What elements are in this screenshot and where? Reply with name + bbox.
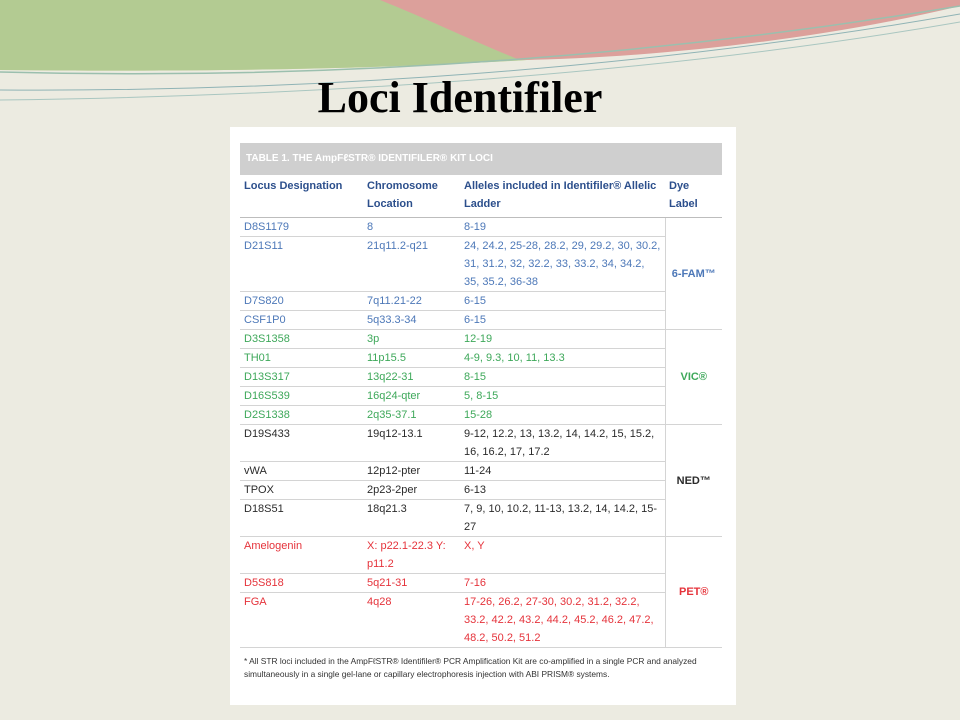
table-row — [240, 462, 722, 481]
cell-chromosome: 7q11.21-22 — [363, 292, 460, 311]
cell-locus: vWA — [240, 462, 363, 481]
table-row — [240, 537, 722, 574]
table-row — [240, 237, 722, 292]
table-title: TABLE 1. THE AmpFℓSTR® IDENTIFILER® KIT LOCI — [240, 143, 722, 175]
cell-locus: D8S1179 — [240, 218, 363, 237]
cell-chromosome: 4q28 — [363, 593, 460, 648]
cell-locus: Amelogenin — [240, 537, 363, 574]
table-row — [240, 368, 722, 387]
cell-chromosome: 12p12-pter — [363, 462, 460, 481]
cell-chromosome: 18q21.3 — [363, 500, 460, 537]
cell-alleles: 7-16 — [460, 574, 665, 593]
table-row — [240, 218, 722, 237]
cell-chromosome: 8 — [363, 218, 460, 237]
table-row — [240, 406, 722, 425]
cell-chromosome: 5q33.3-34 — [363, 311, 460, 330]
cell-chromosome: 11p15.5 — [363, 349, 460, 368]
table-row — [240, 425, 722, 462]
table-row — [240, 349, 722, 368]
cell-locus: D18S51 — [240, 500, 363, 537]
cell-locus: CSF1P0 — [240, 311, 363, 330]
cell-locus: D7S820 — [240, 292, 363, 311]
cell-alleles: 8-15 — [460, 368, 665, 387]
loci-table — [240, 175, 722, 648]
page-title: Loci Identifiler — [317, 73, 603, 122]
cell-locus: D16S539 — [240, 387, 363, 406]
cell-locus: D3S1358 — [240, 330, 363, 349]
dye-label-ned: NED™ — [665, 425, 722, 537]
cell-alleles: 12-19 — [460, 330, 665, 349]
cell-chromosome: 2q35-37.1 — [363, 406, 460, 425]
cell-alleles: 15-28 — [460, 406, 665, 425]
table-row — [240, 500, 722, 537]
table-row — [240, 387, 722, 406]
cell-chromosome: 16q24-qter — [363, 387, 460, 406]
cell-locus: D19S433 — [240, 425, 363, 462]
cell-chromosome: 2p23-2per — [363, 481, 460, 500]
cell-locus: D2S1338 — [240, 406, 363, 425]
table-row — [240, 292, 722, 311]
header-alleles: Alleles included in Identifiler® Allelic Ladder — [460, 175, 665, 218]
cell-alleles: 8-19 — [460, 218, 665, 237]
cell-chromosome: 19q12-13.1 — [363, 425, 460, 462]
table-footnote: * All STR loci included in the AmpFℓSTR® Identifiler® PCR Amplification Kit are co-amplified in a single PCR and analyzed simultaneously in a single gel-lane or capillary electrophoresis injection with ABI PRISM® systems. — [244, 656, 697, 679]
cell-alleles: 6-15 — [460, 292, 665, 311]
cell-alleles: X, Y — [460, 537, 665, 574]
cell-alleles: 17-26, 26.2, 27-30, 30.2, 31.2, 32.2, 33.2, 42.2, 43.2, 44.2, 45.2, 46.2, 47.2, 48.2, 50.2, 51.2 — [460, 593, 665, 648]
table-row — [240, 593, 722, 648]
header-dye: Dye Label — [665, 175, 722, 218]
cell-locus: TH01 — [240, 349, 363, 368]
cell-chromosome: 21q11.2-q21 — [363, 237, 460, 292]
cell-chromosome: 3p — [363, 330, 460, 349]
cell-alleles: 6-13 — [460, 481, 665, 500]
loci-table-panel — [230, 127, 736, 705]
cell-alleles: 9-12, 12.2, 13, 13.2, 14, 14.2, 15, 15.2, 16, 16.2, 17, 17.2 — [460, 425, 665, 462]
cell-alleles: 11-24 — [460, 462, 665, 481]
header-locus: Locus Designation — [240, 175, 363, 218]
cell-locus: D5S818 — [240, 574, 363, 593]
cell-alleles: 24, 24.2, 25-28, 28.2, 29, 29.2, 30, 30.2, 31, 31.2, 32, 32.2, 33, 33.2, 34, 34.2, 35, 35.2, 36-38 — [460, 237, 665, 292]
dye-label-6fam: 6-FAM™ — [665, 218, 722, 330]
table-header-row — [240, 175, 722, 218]
cell-chromosome: X: p22.1-22.3 Y: p11.2 — [363, 537, 460, 574]
cell-locus: FGA — [240, 593, 363, 648]
cell-locus: D13S317 — [240, 368, 363, 387]
table-row — [240, 481, 722, 500]
table-row — [240, 330, 722, 349]
cell-alleles: 5, 8-15 — [460, 387, 665, 406]
cell-alleles: 6-15 — [460, 311, 665, 330]
dye-label-vic: VIC® — [665, 330, 722, 425]
cell-alleles: 7, 9, 10, 10.2, 11-13, 13.2, 14, 14.2, 15-27 — [460, 500, 665, 537]
cell-chromosome: 5q21-31 — [363, 574, 460, 593]
cell-locus: TPOX — [240, 481, 363, 500]
cell-alleles: 4-9, 9.3, 10, 11, 13.3 — [460, 349, 665, 368]
table-row — [240, 574, 722, 593]
header-chromosome: Chromosome Location — [363, 175, 460, 218]
table-row — [240, 311, 722, 330]
cell-chromosome: 13q22-31 — [363, 368, 460, 387]
dye-label-pet: PET® — [665, 537, 722, 648]
cell-locus: D21S11 — [240, 237, 363, 292]
